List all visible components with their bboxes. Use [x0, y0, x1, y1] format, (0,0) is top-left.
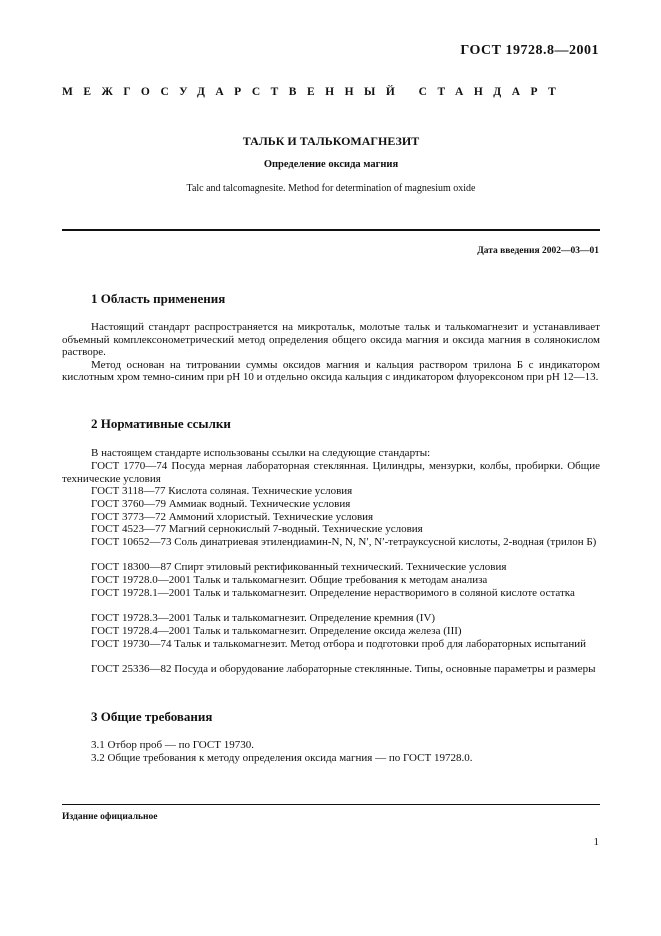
section-1-paragraph: Настоящий стандарт распространяется на микротальк, молотые тальк и талькомагнезит и устанавливает объемный комплексонометрический метод определения общего оксида магния и оксида магния в солянокислом растворе.: [62, 321, 600, 358]
reference-item: ГОСТ 3773—72 Аммоний хлористый. Технические условия: [91, 511, 374, 523]
reference-item: ГОСТ 25336—82 Посуда и оборудование лабораторные стеклянные. Типы, основные параметры и размеры: [91, 663, 596, 675]
reference-item: ГОСТ 19730—74 Тальк и талькомагнезит. Метод отбора и подготовки проб для лабораторных испытаний: [91, 638, 587, 650]
section-2-intro: В настоящем стандарте использованы ссылки на следующие стандарты:: [91, 447, 431, 459]
reference-item: ГОСТ 19728.3—2001 Тальк и талькомагнезит. Определение кремния (IV): [91, 612, 436, 624]
section-2-heading: 2 Нормативные ссылки: [91, 416, 231, 431]
document-subtitle: Определение оксида магния: [263, 159, 399, 170]
reference-item: ГОСТ 4523—77 Магний сернокислый 7-водный. Технические условия: [91, 523, 423, 535]
reference-item: ГОСТ 19728.4—2001 Тальк и талькомагнезит. Определение оксида железа (III): [91, 625, 462, 637]
effective-date: Дата введения 2002—03—01: [477, 246, 599, 256]
document-code: ГОСТ 19728.8—2001: [460, 43, 599, 58]
section-1-paragraph: Метод основан на титровании суммы оксидов магния и кальция раствором трилона Б с индикатором кислотным хром темно-синим при pH 10 и отдельно оксида кальция с индикатором флуорексоном при pH 12—13.: [62, 358, 600, 383]
section-1-heading: 1 Область применения: [91, 291, 226, 306]
requirement-item: 3.2 Общие требования к методу определения оксида магния — по ГОСТ 19728.0.: [91, 752, 473, 764]
reference-item: ГОСТ 10652—73 Соль динатриевая этилендиамин-N, N, N′, N′-тетрауксусной кислоты, 2-водная (трилон Б): [91, 536, 597, 548]
english-title: Talc and talcomagnesite. Method for determination of magnesium oxide: [186, 183, 476, 194]
edition-label: Издание официальное: [62, 812, 158, 822]
reference-item: ГОСТ 19728.0—2001 Тальк и талькомагнезит. Общие требования к методам анализа: [91, 574, 488, 586]
footer-divider: [62, 804, 600, 805]
reference-item: ГОСТ 19728.1—2001 Тальк и талькомагнезит. Определение нерастворимого в соляной кислоте остатка: [91, 587, 575, 599]
reference-item: ГОСТ 3118—77 Кислота соляная. Технические условия: [91, 485, 353, 497]
requirement-item: 3.1 Отбор проб — по ГОСТ 19730.: [91, 739, 254, 751]
reference-item: ГОСТ 1770—74 Посуда мерная лабораторная стеклянная. Цилиндры, мензурки, колбы, пробирки. Общие технические условия: [62, 460, 600, 485]
section-1-body: [62, 321, 600, 384]
title-divider: [62, 229, 600, 231]
document-title: ТАЛЬК И ТАЛЬКОМАГНЕЗИТ: [242, 134, 420, 148]
reference-item: ГОСТ 3760—79 Аммиак водный. Технические условия: [91, 498, 351, 510]
standard-banner: МЕЖГОСУДАРСТВЕННЫЙ СТАНДАРТ: [62, 86, 567, 98]
page-number: 1: [593, 836, 599, 848]
reference-item: ГОСТ 18300—87 Спирт этиловый ректификованный технический. Технические условия: [91, 561, 507, 573]
section-3-heading: 3 Общие требования: [91, 709, 213, 724]
